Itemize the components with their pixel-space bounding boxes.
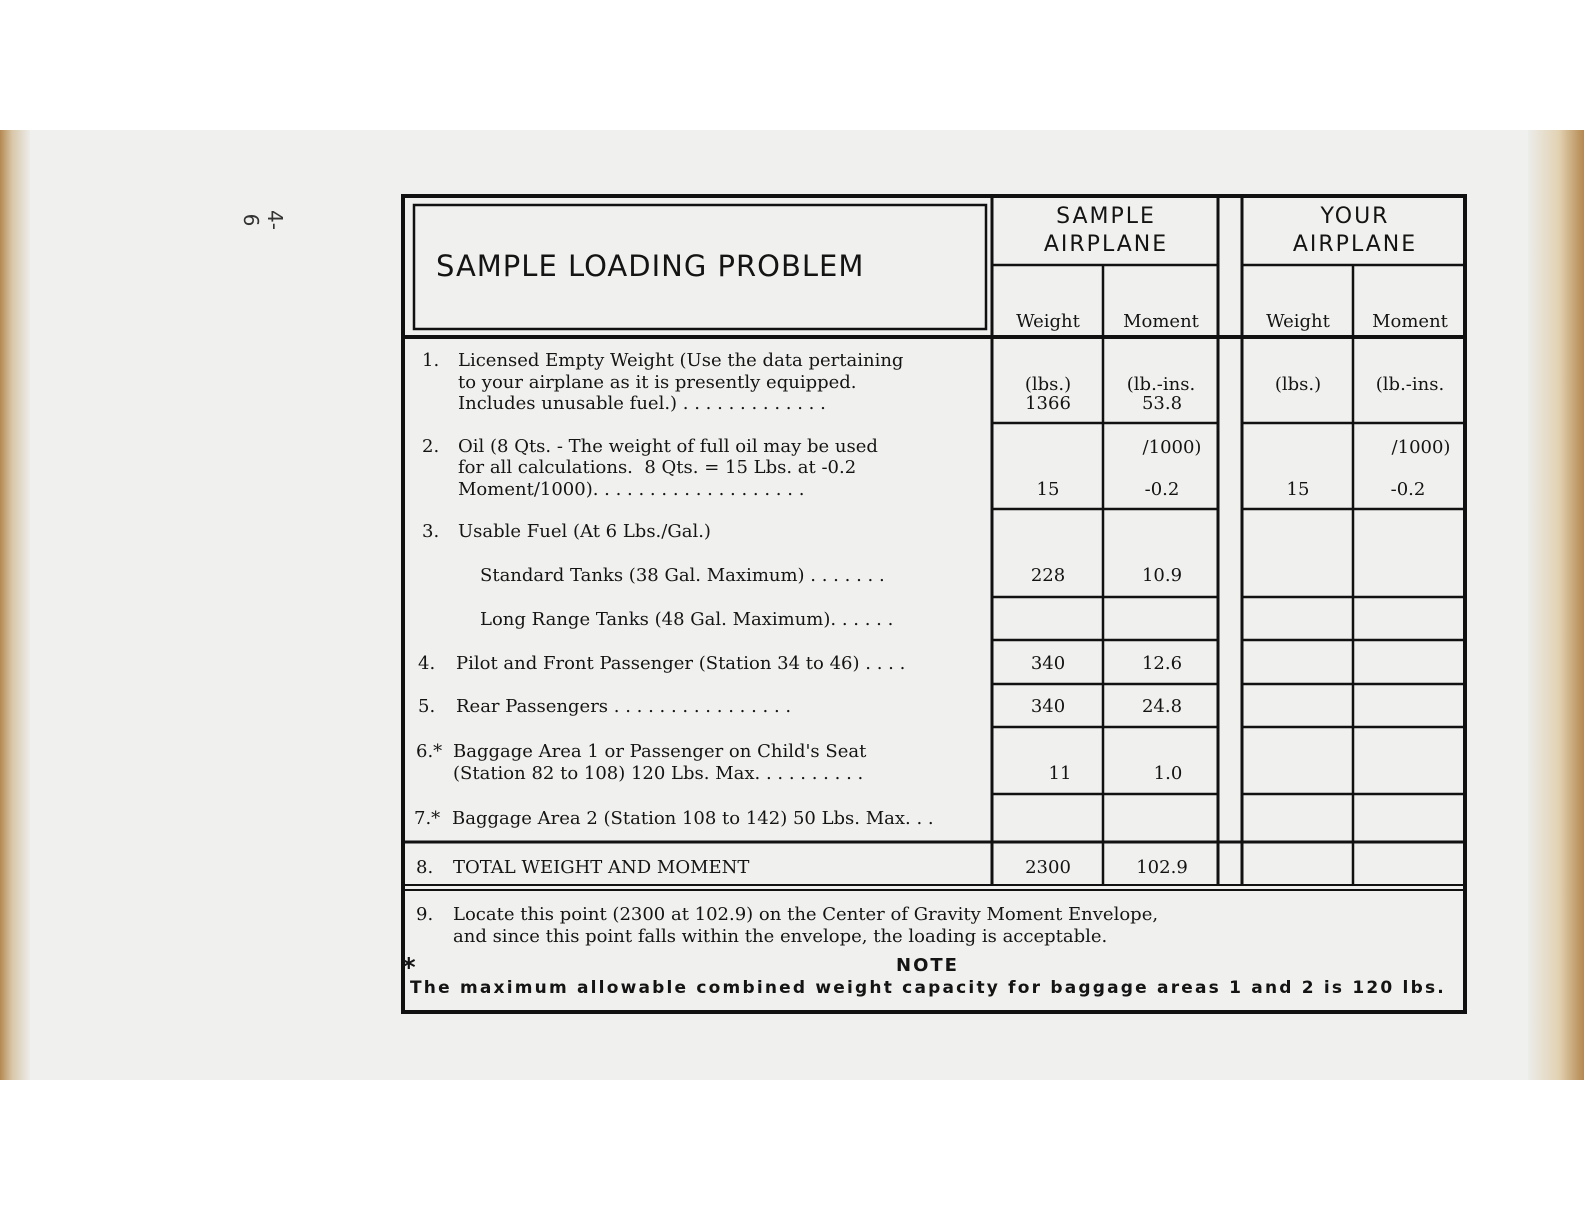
- item-9-line1: Locate this point (2300 at 102.9) on the Center of Gravity Moment Envelope,: [453, 904, 1159, 925]
- item-3-standard-moment: 10.9: [1141, 565, 1183, 586]
- weight-label-line1: Weight: [1266, 311, 1330, 332]
- form-title: SAMPLE LOADING PROBLEM: [436, 249, 865, 283]
- total-sample-weight: 2300: [1025, 857, 1071, 878]
- item-4-line1: Pilot and Front Passenger (Station 34 to 46) . . . .: [456, 653, 906, 674]
- your-moment-label: [1356, 269, 1464, 500]
- item-8-number: 8.: [416, 857, 434, 878]
- sample-airplane-header-line1: SAMPLE: [1056, 204, 1156, 229]
- item-9-line2: and since this point falls within the envelope, the loading is acceptable.: [453, 926, 1108, 947]
- item-6-sample-weight: 11: [1048, 763, 1072, 784]
- item-4-sample-moment: 12.6: [1141, 653, 1183, 674]
- item-2-number: 2.: [422, 436, 440, 457]
- weight-label-line2: (lbs.): [1024, 374, 1072, 395]
- your-weight-label: [1245, 269, 1351, 437]
- moment-label-line2: (lb.-ins.: [1126, 374, 1196, 395]
- total-weight-and-moment-label: TOTAL WEIGHT AND MOMENT: [453, 857, 750, 878]
- item-4-sample-weight: 340: [1030, 653, 1066, 674]
- item-3-standard-tanks: Standard Tanks (38 Gal. Maximum) . . . . . . .: [480, 565, 885, 586]
- note-title: NOTE: [896, 955, 959, 976]
- item-2-line3: Moment/1000). . . . . . . . . . . . . . . . . . .: [458, 479, 805, 500]
- sample-moment-label: [1106, 269, 1216, 500]
- item-5-sample-weight: 340: [1030, 696, 1066, 717]
- item-3-number: 3.: [422, 521, 440, 542]
- note-asterisk: *: [402, 953, 416, 983]
- moment-label-line1: Moment: [1123, 311, 1199, 332]
- page-number: 4-6: [239, 210, 287, 230]
- item-6-number: 6.*: [416, 741, 443, 762]
- sample-airplane-header-line2: AIRPLANE: [1043, 232, 1169, 257]
- weight-label-line1: Weight: [1016, 311, 1080, 332]
- item-2-line2: for all calculations. 8 Qts. = 15 Lbs. at -0.2: [458, 457, 857, 478]
- item-3-standard-weight: 228: [1030, 565, 1066, 586]
- item-2-your-weight: 15: [1286, 479, 1310, 500]
- note-body: The maximum allowable combined weight capacity for baggage areas 1 and 2 is 120 lbs.: [410, 978, 1446, 998]
- page-edge-left: [0, 130, 30, 1080]
- item-2-sample-moment: -0.2: [1144, 479, 1180, 500]
- item-2-line1: Oil (8 Qts. - The weight of full oil may be used: [458, 436, 878, 457]
- item-2-sample-weight: 15: [1036, 479, 1060, 500]
- item-6-line2: (Station 82 to 108) 120 Lbs. Max. . . . . . . . . .: [453, 763, 864, 784]
- item-9-number: 9.: [416, 904, 434, 925]
- moment-label-line2: (lb.-ins.: [1375, 374, 1445, 395]
- item-1-line1: Licensed Empty Weight (Use the data pertaining: [458, 350, 904, 371]
- item-1-number: 1.: [422, 350, 440, 371]
- item-7-number: 7.*: [414, 808, 441, 829]
- item-5-number: 5.: [418, 696, 436, 717]
- item-5-sample-moment: 24.8: [1141, 696, 1183, 717]
- item-6-sample-moment: 1.0: [1153, 763, 1183, 784]
- weight-label-line2: (lbs.): [1274, 374, 1322, 395]
- sample-loading-form: [400, 193, 1468, 1015]
- item-5-line1: Rear Passengers . . . . . . . . . . . . . . . .: [456, 696, 792, 717]
- your-airplane-header-line1: YOUR: [1320, 204, 1390, 229]
- page-edge-right: [1528, 130, 1584, 1080]
- moment-label-line1: Moment: [1372, 311, 1448, 332]
- item-1-line3: Includes unusable fuel.) . . . . . . . . . . . . .: [458, 393, 826, 414]
- item-6-line1: Baggage Area 1 or Passenger on Child's Seat: [453, 741, 867, 762]
- total-sample-moment: 102.9: [1136, 857, 1188, 878]
- item-1-line2: to your airplane as it is presently equipped.: [458, 372, 857, 393]
- item-7-line1: Baggage Area 2 (Station 108 to 142) 50 Lbs. Max. . .: [452, 808, 934, 829]
- item-4-number: 4.: [418, 653, 436, 674]
- item-3-long-range-tanks: Long Range Tanks (48 Gal. Maximum). . . . . .: [480, 609, 894, 630]
- item-1-sample-moment: 53.8: [1141, 393, 1183, 414]
- your-airplane-header-line2: AIRPLANE: [1292, 232, 1418, 257]
- moment-label-line3: /1000): [1142, 437, 1202, 458]
- moment-label-line3: /1000): [1391, 437, 1451, 458]
- item-1-sample-weight: 1366: [1025, 393, 1071, 414]
- item-2-your-moment: -0.2: [1390, 479, 1426, 500]
- item-3-line1: Usable Fuel (At 6 Lbs./Gal.): [458, 521, 711, 542]
